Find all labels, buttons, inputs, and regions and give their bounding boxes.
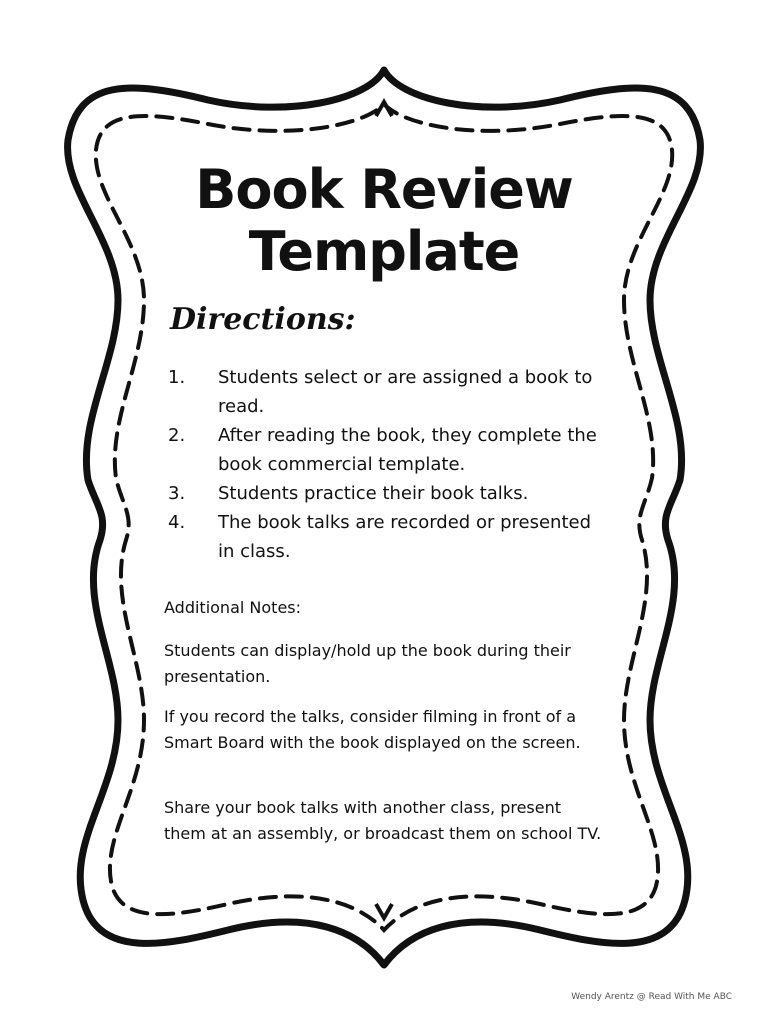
direction-step <box>168 479 608 508</box>
step-number: 4. <box>168 512 186 533</box>
step-number: 2. <box>168 425 186 446</box>
step-text: Students practice their book talks. <box>218 483 529 504</box>
top-arrow-mark <box>376 102 392 116</box>
author-credit: Wendy Arentz @ Read With Me ABC <box>571 992 732 1002</box>
note-paragraph: If you record the talks, consider filming in front of a Smart Board with the book displayed on the screen. <box>164 707 581 752</box>
page-title-line-1: Book Review <box>195 158 573 221</box>
directions-heading: Directions: <box>170 302 356 337</box>
note-paragraph: Students can display/hold up the book during their presentation. <box>164 641 571 686</box>
step-text: Students select or are assigned a book to read. <box>218 367 593 417</box>
bottom-arrow-mark <box>376 904 392 918</box>
step-text: After reading the book, they complete the book commercial template. <box>218 425 597 475</box>
direction-step <box>168 508 608 566</box>
additional-notes-heading: Additional Notes: <box>164 598 302 617</box>
page-title-line-2: Template <box>248 220 520 283</box>
note-paragraph: Share your book talks with another class, present them at an assembly, or broadcast them on school TV. <box>164 798 602 843</box>
direction-step <box>168 421 608 479</box>
step-number: 3. <box>168 483 186 504</box>
direction-step <box>168 363 608 421</box>
step-text: The book talks are recorded or presented in class. <box>218 512 592 562</box>
step-number: 1. <box>168 367 186 388</box>
